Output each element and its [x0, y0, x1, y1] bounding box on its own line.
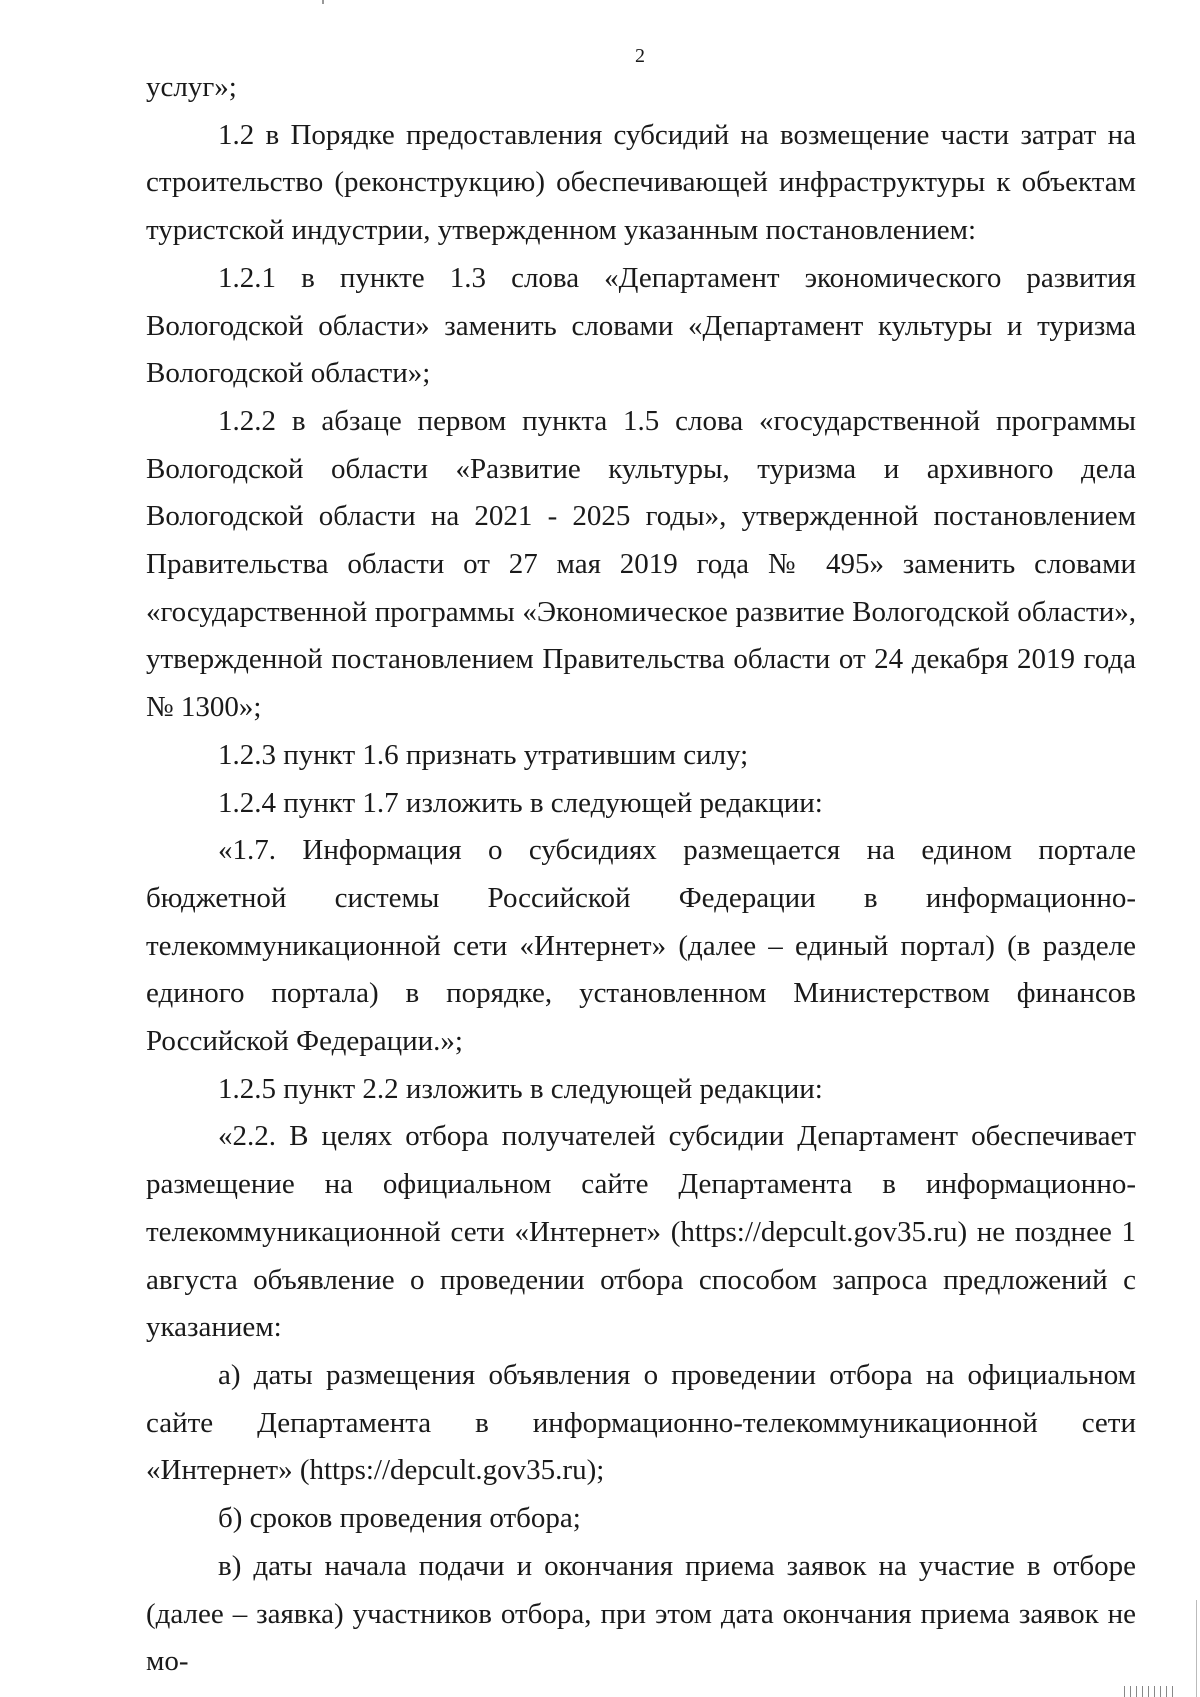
- list-item-b: б) сроков проведения отбора;: [218, 1502, 581, 1535]
- list-item-a: а) даты размещения объявления о проведении отбора на официальном сайте Департамента в информационно-телекоммуникационной сети «Интернет» (https://depcult.gov35.ru);: [146, 1358, 1136, 1487]
- paragraph-1-2-4: 1.2.4 пункт 1.7 изложить в следующей редакции:: [218, 786, 823, 819]
- paragraph-1-2-3: 1.2.3 пункт 1.6 признать утратившим силу;: [218, 738, 749, 771]
- document-body: [146, 64, 1136, 1686]
- scan-artifact-edge: [1196, 1600, 1197, 1697]
- paragraph-1-7-quote: «1.7. Информация о субсидиях размещается на едином портале бюджетной системы Российской Федерации в информационно-телекоммуникационной сети «Интернет» (далее – единый портал) (в разделе единого портала) в порядке, установленном Министерством финансов Российской Федерации.»;: [146, 834, 1136, 1058]
- scan-artifact-top: [322, 0, 324, 4]
- paragraph-continuation: услуг»;: [146, 71, 237, 103]
- paragraph-1-2-1: 1.2.1 в пункте 1.3 слова «Департамент экономического развития Вологодской области» заменить словами «Департамент культуры и туризма Вологодской области»;: [146, 261, 1136, 390]
- paragraph-1-2-5: 1.2.5 пункт 2.2 изложить в следующей редакции:: [218, 1072, 823, 1105]
- paragraph-1-2: 1.2 в Порядке предоставления субсидий на возмещение части затрат на строительство (реконструкцию) обеспечивающей инфраструктуры к объектам туристской индустрии, утвержденном указанным постановлением:: [146, 118, 1136, 247]
- scan-artifact-bottom: [1124, 1686, 1174, 1697]
- list-item-v: в) даты начала подачи и окончания приема заявок на участие в отборе (далее – заявка) участников отбора, при этом дата окончания приема заявок не мо-: [146, 1549, 1136, 1678]
- page-number: 2: [635, 45, 645, 67]
- paragraph-2-2-quote: «2.2. В целях отбора получателей субсидии Департамент обеспечивает размещение на официальном сайте Департамента в информационно-телекоммуникационной сети «Интернет» (https://depcult.gov35.ru) не позднее 1 августа объявление о проведении отбора способом запроса предложений с указанием:: [146, 1120, 1136, 1344]
- paragraph-1-2-2: 1.2.2 в абзаце первом пункта 1.5 слова «государственной программы Вологодской области «Развитие культуры, туризма и архивного дела Вологодской области на 2021 - 2025 годы», утвержденной постановлением Правительства области от 27 мая 2019 года № 495» заменить словами «государственной программы «Экономическое развитие Вологодской области», утвержденной постановлением Правительства области от 24 декабря 2019 года № 1300»;: [146, 404, 1136, 724]
